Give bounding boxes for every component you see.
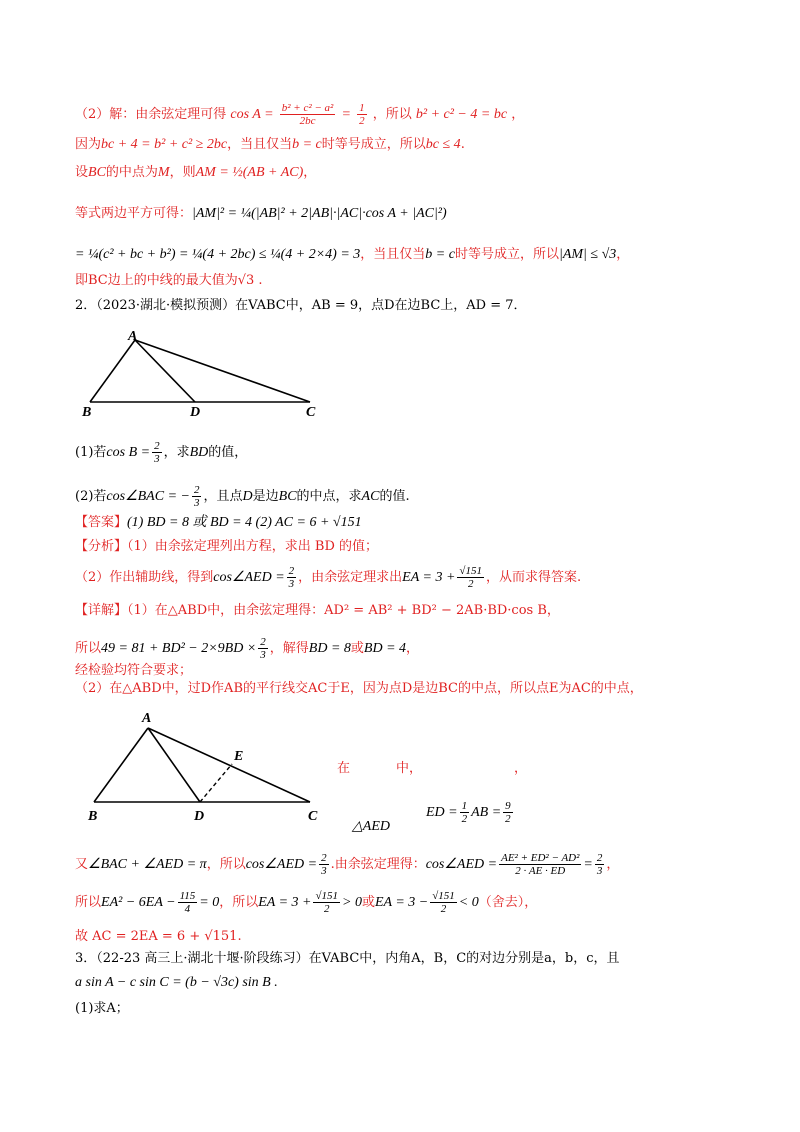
label-D: D [194, 809, 205, 824]
detail-line-3: 经检验均符合要求； [75, 663, 193, 678]
analysis-line-1: 【分析】（1）由余弦定理列出方程，求出 BD 的值； [75, 539, 379, 554]
detail-line-4: （2）在△ABD中，过D作AB的平行线交AC于E，因为点D是边BC的中点，所以点E为AC的中点， [75, 681, 643, 696]
solution-line-4: 等式两边平方可得：|AM|² = ¼(|AB|² + 2|AB|·|AC|·cos A + |AC|²) [75, 206, 447, 221]
question-3-line-1: 3．（22-23 高三上·湖北十堰·阶段练习）在VABC中，内角A，B，C的对边分别是a，b，c，且 [75, 951, 620, 966]
edge-AC [135, 340, 310, 402]
math: = [341, 107, 351, 122]
edge-AB [90, 340, 135, 402]
label-D: D [190, 405, 201, 418]
analysis-line-2: （2）作出辅助线，得到cos∠AED = $\frac{2}{3}$ ，由余弦定理求出EA = 3 + $\frac{√151}{2}$ ，从而求得答案. [75, 565, 582, 590]
edge-AD [135, 340, 195, 402]
detail-line-2: 所以49 = 81 + BD² − 2×9BD × $\frac{2}{3}$ ，解得BD = 8或BD = 4， [75, 636, 420, 661]
detail-line-1: 【详解】（1）在△ABD中，由余弦定理得：AD² = AB² + BD² − 2AB·BD·cos B， [75, 603, 560, 618]
label-A: A [142, 711, 152, 726]
part-2: (2)若cos∠BAC = − $\frac{2}{3}$ ，且点D是边BC的中点，求AC的值. [75, 484, 410, 509]
solution-line-6: 即BC边上的中线的最大值为√3 . [75, 273, 263, 288]
solution-line-1 [75, 102, 524, 127]
label-B: B [82, 405, 92, 418]
text: （2）解：由余弦定理可得 [75, 107, 227, 122]
text: ， [511, 107, 525, 122]
label-A: A [128, 329, 138, 344]
question-3-part-1: (1)求A； [75, 1001, 129, 1016]
label-E: E [234, 749, 244, 764]
edge-DE-dashed [200, 764, 232, 802]
math: cos A = [230, 107, 274, 122]
fraction: $\frac{\text{b² + c² − a²}}{2bc}$ [281, 102, 334, 127]
solution-line-5: = ¼(c² + bc + b²) = ¼(4 + 2bc) ≤ ¼(4 + 2×4) = 3，当且仅当b = c时等号成立，所以|AM| ≤ √3， [75, 247, 630, 262]
triangle-figure-2 [82, 706, 332, 824]
solution-line-3: 设BC的中点为M，则AM = ½(AB + AC)， [75, 165, 317, 180]
detail-line-7: 所以EA² − 6EA − $\frac{115}{4}$ = 0，所以EA = 3 + $\frac{√151}{2}$ > 0或EA = 3 − $\frac{√151}{2}$ < 0（舍去）， [75, 890, 538, 915]
triangle-figure-1 [80, 328, 330, 418]
question-2: 2．（2023·湖北·模拟预测）在VABC中，AB = 9，点D在边BC上，AD = 7． [75, 298, 527, 313]
part-1: (1)若cos B = $\frac{2}{3}$ ，求BD的值， [75, 440, 248, 465]
detail-line-5c: ， [514, 761, 528, 776]
edge-AB [94, 728, 148, 802]
detail-triangle-aed: △AED [352, 819, 390, 834]
answer-line: 【答案】(1) BD = 8 或 BD = 4 (2) AC = 6 + √151 [75, 515, 362, 530]
label-C: C [308, 809, 318, 824]
fraction: $\frac{1}{2}$ [359, 102, 365, 127]
detail-ed-equation: ED = $\frac{1}{2}$ AB = $\frac{9}{2}$ [426, 800, 511, 825]
detail-line-5a: 在 [337, 761, 351, 776]
label-C: C [306, 405, 316, 418]
label-B: B [88, 809, 98, 824]
math: b² + c² − 4 = bc [415, 107, 508, 122]
detail-line-5b: 中， [396, 761, 423, 776]
detail-line-8: 故 AC = 2EA = 6 + √151. [75, 929, 242, 944]
edge-AC [148, 728, 310, 802]
text: ，所以 [372, 107, 412, 122]
detail-line-6: 又∠BAC + ∠AED = π，所以cos∠AED = $\frac{2}{3}$ .由余弦定理得：cos∠AED = $\frac{\text{AE² + ED² − AD²}}{2 \cdot AE \cdot ED}$ = $\frac{2}{3}$ ， [75, 852, 620, 877]
solution-line-2: 因为bc + 4 = b² + c² ≥ 2bc，当且仅当b = c时等号成立，所以bc ≤ 4. [75, 137, 465, 152]
question-3-line-2: a sin A − c sin C = (b − √3c) sin B . [75, 975, 278, 990]
